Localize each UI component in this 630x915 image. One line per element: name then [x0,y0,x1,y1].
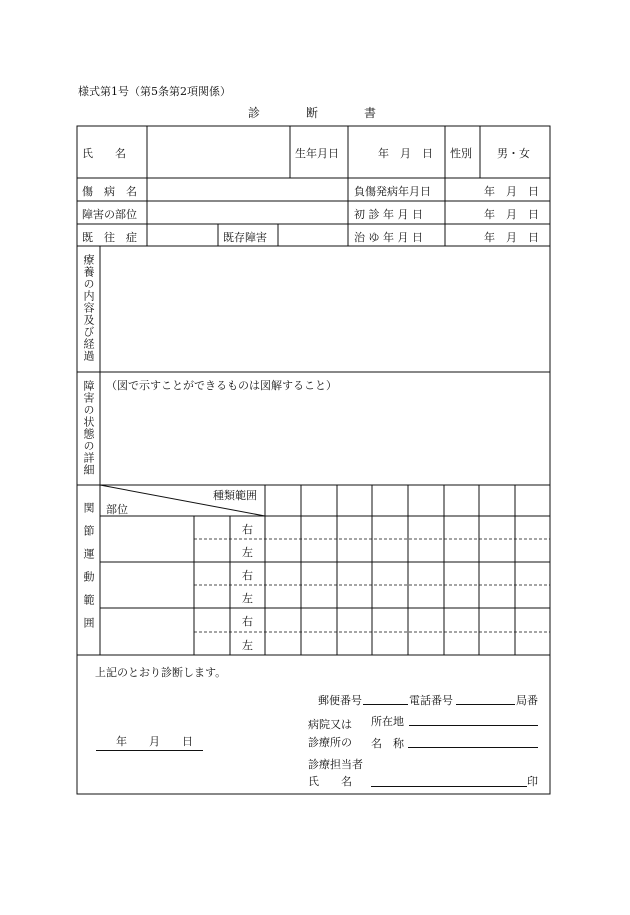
treatment-label: 療養の内容及び経過 [82,254,95,362]
name-label: 氏 名 [82,147,126,160]
date-text: 年 月 日 [96,733,203,751]
facility-name-label: 名 称 [371,737,404,750]
joint-header-site: 部位 [106,503,128,516]
existing-disability-field[interactable] [279,225,347,245]
injury-name-label: 傷 病 名 [82,185,137,198]
sex-value[interactable]: 男・女 [497,147,530,160]
doctor-label-1: 診療担当者 [308,758,363,771]
joint-range-label: 関節運動範囲 [82,502,95,640]
disability-note: （図で示すことができるものは図解すること） [106,379,337,392]
onset-date-value[interactable]: 年 月 日 [484,185,539,198]
side-left-1: 左 [242,546,253,559]
address-label: 所在地 [371,715,404,728]
dob-value[interactable]: 年 月 日 [378,147,433,160]
side-right-1: 右 [242,523,253,536]
phone-label: 電話番号 [409,694,453,707]
existing-disability-label: 既存障害 [223,231,267,244]
disability-detail-field[interactable] [101,393,549,484]
disability-site-label: 障害の部位 [82,208,137,221]
phone-line[interactable] [456,704,515,705]
form-number: 様式第1号（第5条第2項関係） [78,85,231,98]
phone-suffix: 局番 [516,694,538,707]
hospital-label-2: 診療所の [308,736,352,749]
injury-name-field[interactable] [148,179,347,200]
side-left-3: 左 [242,639,253,652]
seal-mark: 印 [527,775,538,788]
postal-code-label: 郵便番号 [318,694,362,707]
hospital-label-1: 病院又は [308,718,352,731]
form-title: 診断書 [247,106,422,120]
onset-date-label: 負傷発病年月日 [354,185,431,198]
cured-date-value[interactable]: 年 月 日 [484,231,539,244]
cured-date-label: 治 ゆ 年 月 日 [354,231,423,244]
side-right-2: 右 [242,569,253,582]
diagnosis-statement: 上記のとおり診断します。 [95,666,227,679]
postal-code-line[interactable] [363,704,408,705]
side-right-3: 右 [242,615,253,628]
medical-history-label: 既 往 症 [82,231,137,244]
medical-history-field[interactable] [148,225,217,245]
treatment-field[interactable] [101,247,549,371]
dob-label: 生年月日 [295,147,339,160]
disability-detail-label: 障害の状態の詳細 [82,380,95,476]
doctor-label-2: 氏 名 [308,775,352,788]
sex-label: 性別 [450,147,472,160]
first-visit-value[interactable]: 年 月 日 [484,208,539,221]
name-field[interactable] [148,127,289,177]
joint-header-type-range: 種類範囲 [213,489,257,502]
doctor-name-line[interactable] [371,786,527,787]
date-field[interactable] [96,733,203,751]
side-left-2: 左 [242,592,253,605]
disability-site-field[interactable] [148,202,347,223]
first-visit-label: 初 診 年 月 日 [354,208,423,221]
address-line[interactable] [409,725,538,726]
facility-name-line[interactable] [408,747,538,748]
